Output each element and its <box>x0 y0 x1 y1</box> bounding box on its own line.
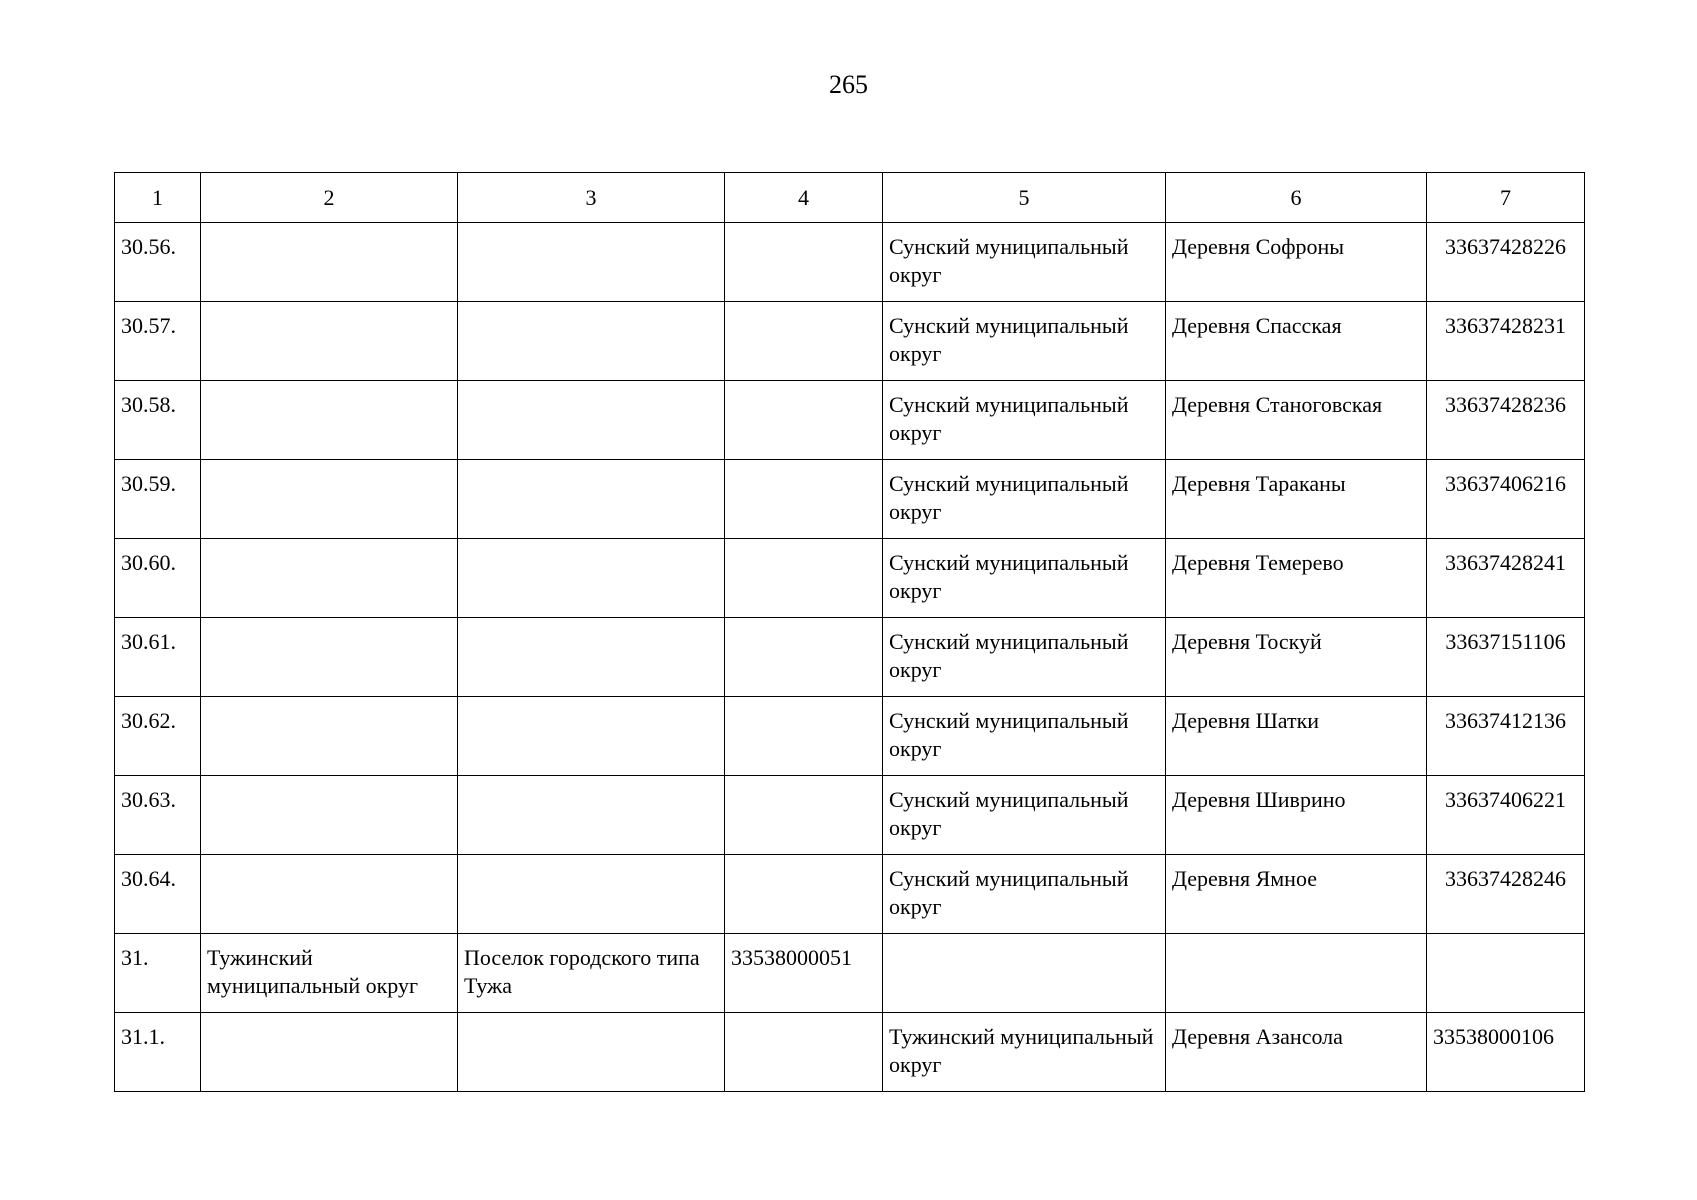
table-row <box>115 934 1585 1013</box>
municipality-cell: Сунский муниципальный округ <box>883 618 1166 697</box>
municipality-cell: Сунский муниципальный округ <box>883 223 1166 302</box>
settlement-cell: Деревня Станоговская <box>1166 381 1427 460</box>
table-row <box>115 302 1585 381</box>
row-number: 30.64. <box>115 855 201 934</box>
center-oktmo-cell: 33538000051 <box>725 934 883 1013</box>
center-settlement-cell <box>458 381 725 460</box>
oktmo-code-cell: 33637151106 <box>1427 618 1585 697</box>
municipality-cell: Сунский муниципальный округ <box>883 697 1166 776</box>
row-number: 30.59. <box>115 460 201 539</box>
oktmo-code-cell: 33637428241 <box>1427 539 1585 618</box>
okrug-cell: Тужинский муниципальный округ <box>201 934 458 1013</box>
header-col-7: 7 <box>1427 173 1585 223</box>
row-number: 30.58. <box>115 381 201 460</box>
row-number: 30.63. <box>115 776 201 855</box>
row-number: 30.56. <box>115 223 201 302</box>
table-row <box>115 618 1585 697</box>
municipality-cell: Сунский муниципальный округ <box>883 460 1166 539</box>
header-col-5: 5 <box>883 173 1166 223</box>
header-col-1: 1 <box>115 173 201 223</box>
table-row <box>115 460 1585 539</box>
center-settlement-cell: Поселок городского типа Тужа <box>458 934 725 1013</box>
table-row <box>115 223 1585 302</box>
table-row <box>115 381 1585 460</box>
center-oktmo-cell <box>725 855 883 934</box>
center-oktmo-cell <box>725 1013 883 1092</box>
header-row <box>115 173 1585 223</box>
settlement-cell: Деревня Азансола <box>1166 1013 1427 1092</box>
okrug-cell <box>201 381 458 460</box>
header-col-3: 3 <box>458 173 725 223</box>
okrug-cell <box>201 1013 458 1092</box>
center-oktmo-cell <box>725 697 883 776</box>
center-settlement-cell <box>458 1013 725 1092</box>
row-number: 30.62. <box>115 697 201 776</box>
municipality-cell: Сунский муниципальный округ <box>883 381 1166 460</box>
header-col-6: 6 <box>1166 173 1427 223</box>
okrug-cell <box>201 697 458 776</box>
table-row <box>115 855 1585 934</box>
table-row <box>115 1013 1585 1092</box>
oktmo-code-cell: 33637428226 <box>1427 223 1585 302</box>
center-settlement-cell <box>458 460 725 539</box>
row-number: 30.60. <box>115 539 201 618</box>
row-number: 30.61. <box>115 618 201 697</box>
settlement-cell: Деревня Тараканы <box>1166 460 1427 539</box>
oktmo-code-cell: 33637428246 <box>1427 855 1585 934</box>
header-col-4: 4 <box>725 173 883 223</box>
settlement-cell: Деревня Спасская <box>1166 302 1427 381</box>
oktmo-code-cell <box>1427 934 1585 1013</box>
center-oktmo-cell <box>725 302 883 381</box>
okrug-cell <box>201 855 458 934</box>
settlement-cell: Деревня Тоскуй <box>1166 618 1427 697</box>
table-row <box>115 697 1585 776</box>
municipality-cell: Сунский муниципальный округ <box>883 302 1166 381</box>
settlement-cell: Деревня Шиврино <box>1166 776 1427 855</box>
settlement-cell: Деревня Шатки <box>1166 697 1427 776</box>
municipality-cell: Тужинский муниципальный округ <box>883 1013 1166 1092</box>
municipality-cell <box>883 934 1166 1013</box>
okrug-cell <box>201 539 458 618</box>
settlement-cell <box>1166 934 1427 1013</box>
oktmo-code-cell: 33637428231 <box>1427 302 1585 381</box>
settlement-cell: Деревня Ямное <box>1166 855 1427 934</box>
row-number: 31. <box>115 934 201 1013</box>
oktmo-code-cell: 33637406216 <box>1427 460 1585 539</box>
center-settlement-cell <box>458 618 725 697</box>
settlements-table <box>114 172 1585 1092</box>
okrug-cell <box>201 618 458 697</box>
row-number: 30.57. <box>115 302 201 381</box>
center-oktmo-cell <box>725 776 883 855</box>
okrug-cell <box>201 776 458 855</box>
municipality-cell: Сунский муниципальный округ <box>883 855 1166 934</box>
okrug-cell <box>201 302 458 381</box>
center-oktmo-cell <box>725 223 883 302</box>
center-oktmo-cell <box>725 618 883 697</box>
center-settlement-cell <box>458 855 725 934</box>
table-row <box>115 539 1585 618</box>
center-oktmo-cell <box>725 460 883 539</box>
center-settlement-cell <box>458 302 725 381</box>
okrug-cell <box>201 223 458 302</box>
center-settlement-cell <box>458 539 725 618</box>
oktmo-code-cell: 33637428236 <box>1427 381 1585 460</box>
oktmo-code-cell: 33637412136 <box>1427 697 1585 776</box>
municipality-cell: Сунский муниципальный округ <box>883 539 1166 618</box>
municipality-cell: Сунский муниципальный округ <box>883 776 1166 855</box>
settlement-cell: Деревня Темерево <box>1166 539 1427 618</box>
center-settlement-cell <box>458 776 725 855</box>
page-number: 265 <box>829 70 868 99</box>
table-body <box>115 223 1585 1092</box>
oktmo-code-cell: 33637406221 <box>1427 776 1585 855</box>
okrug-cell <box>201 460 458 539</box>
table-row <box>115 776 1585 855</box>
center-settlement-cell <box>458 223 725 302</box>
center-oktmo-cell <box>725 539 883 618</box>
center-oktmo-cell <box>725 381 883 460</box>
header-col-2: 2 <box>201 173 458 223</box>
table-header <box>115 173 1585 223</box>
oktmo-code-cell: 33538000106 <box>1427 1013 1585 1092</box>
row-number: 31.1. <box>115 1013 201 1092</box>
center-settlement-cell <box>458 697 725 776</box>
settlement-cell: Деревня Софроны <box>1166 223 1427 302</box>
